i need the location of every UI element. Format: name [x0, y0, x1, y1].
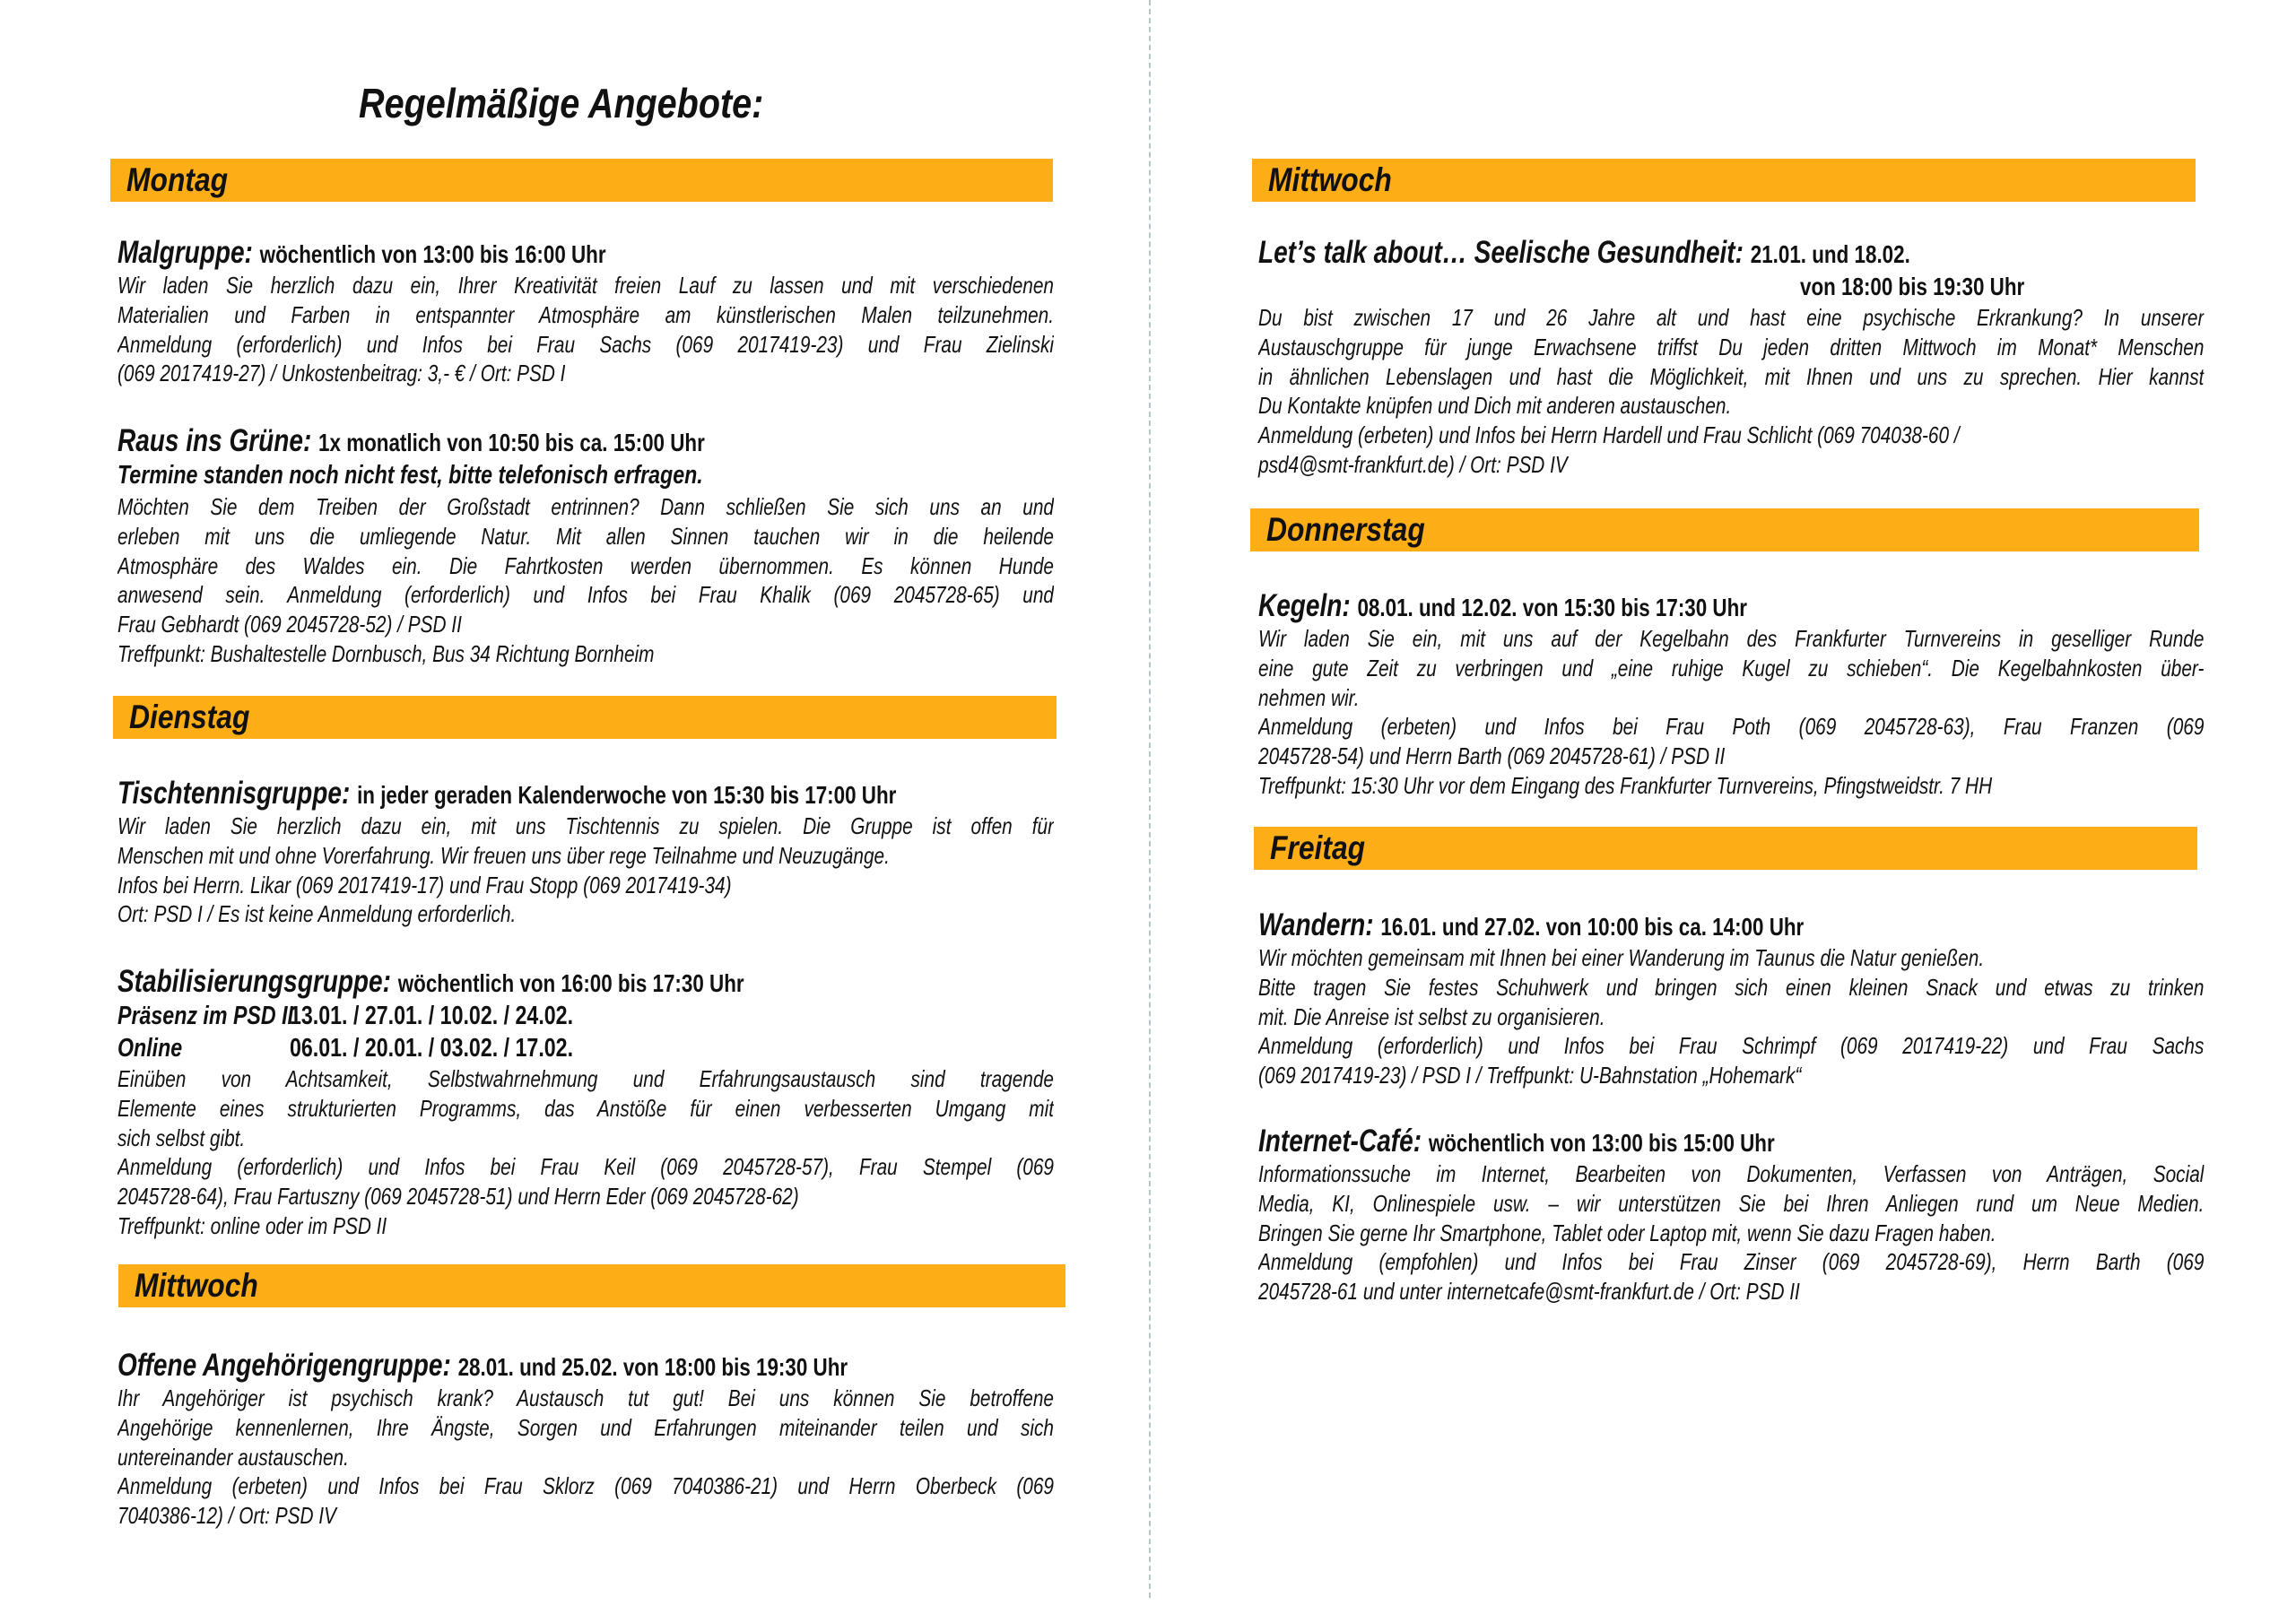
body-line: Du bist zwischen 17 und 26 Jahre alt und hast eine psychische Erkrankung? In unserer	[1258, 304, 2205, 331]
offer-heading: Stabilisierungsgruppe: wöchentlich von 16:00 bis 17:30 Uhr	[117, 964, 744, 999]
body-line: 2045728-61 und unter internetcafe@smt-frankfurt.de / Ort: PSD II	[1258, 1278, 1800, 1306]
body-line: Du Kontakte knüpfen und Dich mit anderen austauschen.	[1258, 392, 1732, 420]
offer-lets-talk	[1258, 235, 2204, 480]
body-line: Atmosphäre des Waldes ein. Die Fahrtkosten werden übernommen. Es können Hunde	[117, 551, 1054, 579]
offer-tischtennis	[117, 776, 1054, 929]
body-line: in ähnlichen Lebenslagen und hast die Möglichkeit, mit Ihnen und uns zu sprechen. Hier kannst	[1258, 362, 2205, 390]
body-line: Anmeldung (erbeten) und Infos bei Herrn Hardell und Frau Schlicht (069 704038-60 /	[1258, 421, 1960, 449]
body-line: (069 2017419-27) / Unkostenbeitrag: 3,- € / Ort: PSD I	[117, 360, 566, 387]
offer-heading: Let’s talk about… Seelische Gesundheit: 21.01. und 18.02.	[1258, 235, 1910, 270]
offer-heading: Wandern: 16.01. und 27.02. von 10:00 bis ca. 14:00 Uhr	[1258, 907, 1805, 942]
body-line: Treffpunkt: Bushaltestelle Dornbusch, Bus 34 Richtung Bornheim	[117, 639, 655, 667]
body-line: Angehörige kennenlernen, Ihre Ängste, Sorgen und Erfahrungen miteinander teilen und sich	[117, 1413, 1054, 1441]
body-line: erleben mit uns die umliegende Natur. Mit allen Sinnen tauchen wir in die heilende	[117, 522, 1054, 550]
offer-note: Termine standen noch nicht fest, bitte telefonisch erfragen.	[117, 461, 703, 490]
date-row-praesenz: Präsenz im PSD II13.01. / 27.01. / 10.02. / 24.02.	[117, 1002, 574, 1030]
body-line: Wir möchten gemeinsam mit Ihnen bei einer Wanderung im Taunus die Natur genießen.	[1258, 944, 1985, 971]
body-line: (069 2017419-23) / PSD I / Treffpunkt: U-Bahnstation „Hohemark“	[1258, 1062, 1802, 1089]
body-line: Austauschgruppe für junge Erwachsene triffst Du jeden dritten Mittwoch im Monat* Menschen	[1258, 333, 2205, 360]
body-line: Anmeldung (erforderlich) und Infos bei Frau Sachs (069 2017419-23) und Frau Zielinski	[117, 330, 1054, 358]
offer-wandern	[1258, 907, 2204, 1090]
body-line: psd4@smt-frankfurt.de) / Ort: PSD IV	[1258, 450, 1568, 478]
offer-internet-cafe	[1258, 1124, 2204, 1306]
offer-angehoerigengruppe	[117, 1348, 1054, 1531]
page-fold-divider	[1149, 0, 1151, 1598]
body-line: anwesend sein. Anmeldung (erforderlich) und Infos bei Frau Khalik (069 2045728-65) und	[117, 581, 1054, 609]
day-label: Freitag	[1270, 829, 1366, 866]
body-line: Möchten Sie dem Treiben der Großstadt entrinnen? Dann schließen Sie sich uns an und	[117, 493, 1054, 520]
body-line: eine gute Zeit zu verbringen und „eine ruhige Kugel zu schieben“. Die Kegelbahnkosten über-	[1258, 654, 2205, 681]
offer-malgruppe	[117, 235, 1054, 388]
day-label: Mittwoch	[1268, 161, 1392, 198]
day-banner-dienstag	[113, 696, 1057, 739]
body-line: Wir laden Sie herzlich dazu ein, Ihrer Kreativität freien Lauf zu lassen und mit verschiedenen	[117, 272, 1054, 299]
offer-heading: Kegeln: 08.01. und 12.02. von 15:30 bis 17:30 Uhr	[1258, 588, 1747, 623]
offer-heading: Malgruppe: wöchentlich von 13:00 bis 16:00 Uhr	[117, 235, 606, 270]
body-line: 2045728-54) und Herrn Barth (069 2045728-61) / PSD II	[1258, 742, 1726, 770]
body-line: Ort: PSD I / Es ist keine Anmeldung erforderlich.	[117, 900, 517, 928]
date-row-online: Online 06.01. / 20.01. / 03.02. / 17.02.	[117, 1034, 574, 1063]
body-line: Wir laden Sie ein, mit uns auf der Kegelbahn des Frankfurter Turnvereins in geselliger Runde	[1258, 625, 2205, 652]
body-line: sich selbst gibt.	[117, 1124, 246, 1151]
day-label: Mittwoch	[135, 1267, 258, 1304]
body-line: Infos bei Herrn. Likar (069 2017419-17) und Frau Stopp (069 2017419-34)	[117, 871, 732, 898]
body-line: Bitte tragen Sie festes Schuhwerk und bringen sich einen kleinen Snack und etwas zu trinken	[1258, 973, 2205, 1001]
offer-heading: Tischtennisgruppe: in jeder geraden Kalenderwoche von 15:30 bis 17:00 Uhr	[117, 776, 897, 811]
day-banner-donnerstag	[1250, 508, 2199, 551]
body-line: Ihr Angehöriger ist psychisch krank? Austausch tut gut! Bei uns können Sie betroffene	[117, 1384, 1054, 1411]
page-title: Regelmäßige Angebote:	[359, 80, 764, 126]
body-line: Anmeldung (empfohlen) und Infos bei Frau Zinser (069 2045728-69), Herrn Barth (069	[1258, 1248, 2205, 1276]
offer-heading: Internet-Café: wöchentlich von 13:00 bis 15:00 Uhr	[1258, 1124, 1775, 1159]
offer-heading: Raus ins Grüne: 1x monatlich von 10:50 bis ca. 15:00 Uhr	[117, 423, 705, 458]
body-line: mit. Die Anreise ist selbst zu organisieren.	[1258, 1002, 1605, 1030]
body-line: Einüben von Achtsamkeit, Selbstwahrnehmung und Erfahrungsaustausch sind tragende	[117, 1065, 1054, 1092]
body-line: 2045728-64), Frau Fartuszny (069 2045728-51) und Herrn Eder (069 2045728-62)	[117, 1183, 799, 1211]
body-line: 7040386-12) / Ort: PSD IV	[117, 1502, 336, 1530]
offer-heading: Offene Angehörigengruppe: 28.01. und 25.02. von 18:00 bis 19:30 Uhr	[117, 1348, 848, 1383]
day-label: Dienstag	[129, 699, 250, 735]
offer-schedule-time: von 18:00 bis 19:30 Uhr	[1800, 273, 2025, 300]
body-line: Anmeldung (erforderlich) und Infos bei Frau Schrimpf (069 2017419-22) und Frau Sachs	[1258, 1032, 2205, 1060]
offer-kegeln	[1258, 588, 2204, 801]
day-banner-mittwoch-left	[118, 1264, 1065, 1307]
body-line: Anmeldung (erforderlich) und Infos bei Frau Keil (069 2045728-57), Frau Stempel (069	[117, 1153, 1054, 1181]
day-label: Donnerstag	[1266, 511, 1425, 548]
body-line: Wir laden Sie herzlich dazu ein, mit uns Tischtennis zu spielen. Die Gruppe ist offen für	[117, 812, 1054, 839]
offer-stabilisierung	[117, 964, 1054, 1241]
body-line: Anmeldung (erbeten) und Infos bei Frau Poth (069 2045728-63), Frau Franzen (069	[1258, 713, 2205, 741]
body-line: Materialien und Farben in entspannter Atmosphäre am künstlerischen Malen teilzunehmen.	[117, 300, 1054, 328]
day-label: Montag	[126, 161, 229, 198]
day-banner-mittwoch-right	[1252, 159, 2196, 202]
day-banner-montag	[110, 159, 1053, 202]
body-line: Treffpunkt: online oder im PSD II	[117, 1211, 387, 1239]
body-line: Bringen Sie gerne Ihr Smartphone, Tablet oder Laptop mit, wenn Sie dazu Fragen haben.	[1258, 1219, 1996, 1246]
body-line: Informationssuche im Internet, Bearbeiten von Dokumenten, Verfassen von Anträgen, Social	[1258, 1160, 2205, 1187]
body-line: Frau Gebhardt (069 2045728-52) / PSD II	[117, 611, 462, 638]
body-line: untereinander austauschen.	[117, 1443, 349, 1471]
offer-raus-ins-gruene	[117, 423, 1054, 669]
day-banner-freitag	[1254, 827, 2197, 870]
body-line: Menschen mit und ohne Vorerfahrung. Wir freuen uns über rege Teilnahme und Neuzugänge.	[117, 841, 890, 869]
body-line: Elemente eines strukturierten Programms, das Anstöße für einen verbesserten Umgang mit	[117, 1094, 1054, 1122]
body-line: Media, KI, Onlinespiele usw. – wir unterstützen Sie bei Ihren Anliegen rund um Neue Medien.	[1258, 1189, 2205, 1217]
body-line: Treffpunkt: 15:30 Uhr vor dem Eingang des Frankfurter Turnvereins, Pfingstweidstr. 7 HH	[1258, 771, 1993, 799]
body-line: Anmeldung (erbeten) und Infos bei Frau Sklorz (069 7040386-21) und Herrn Oberbeck (069	[117, 1472, 1054, 1500]
body-line: nehmen wir.	[1258, 683, 1360, 711]
